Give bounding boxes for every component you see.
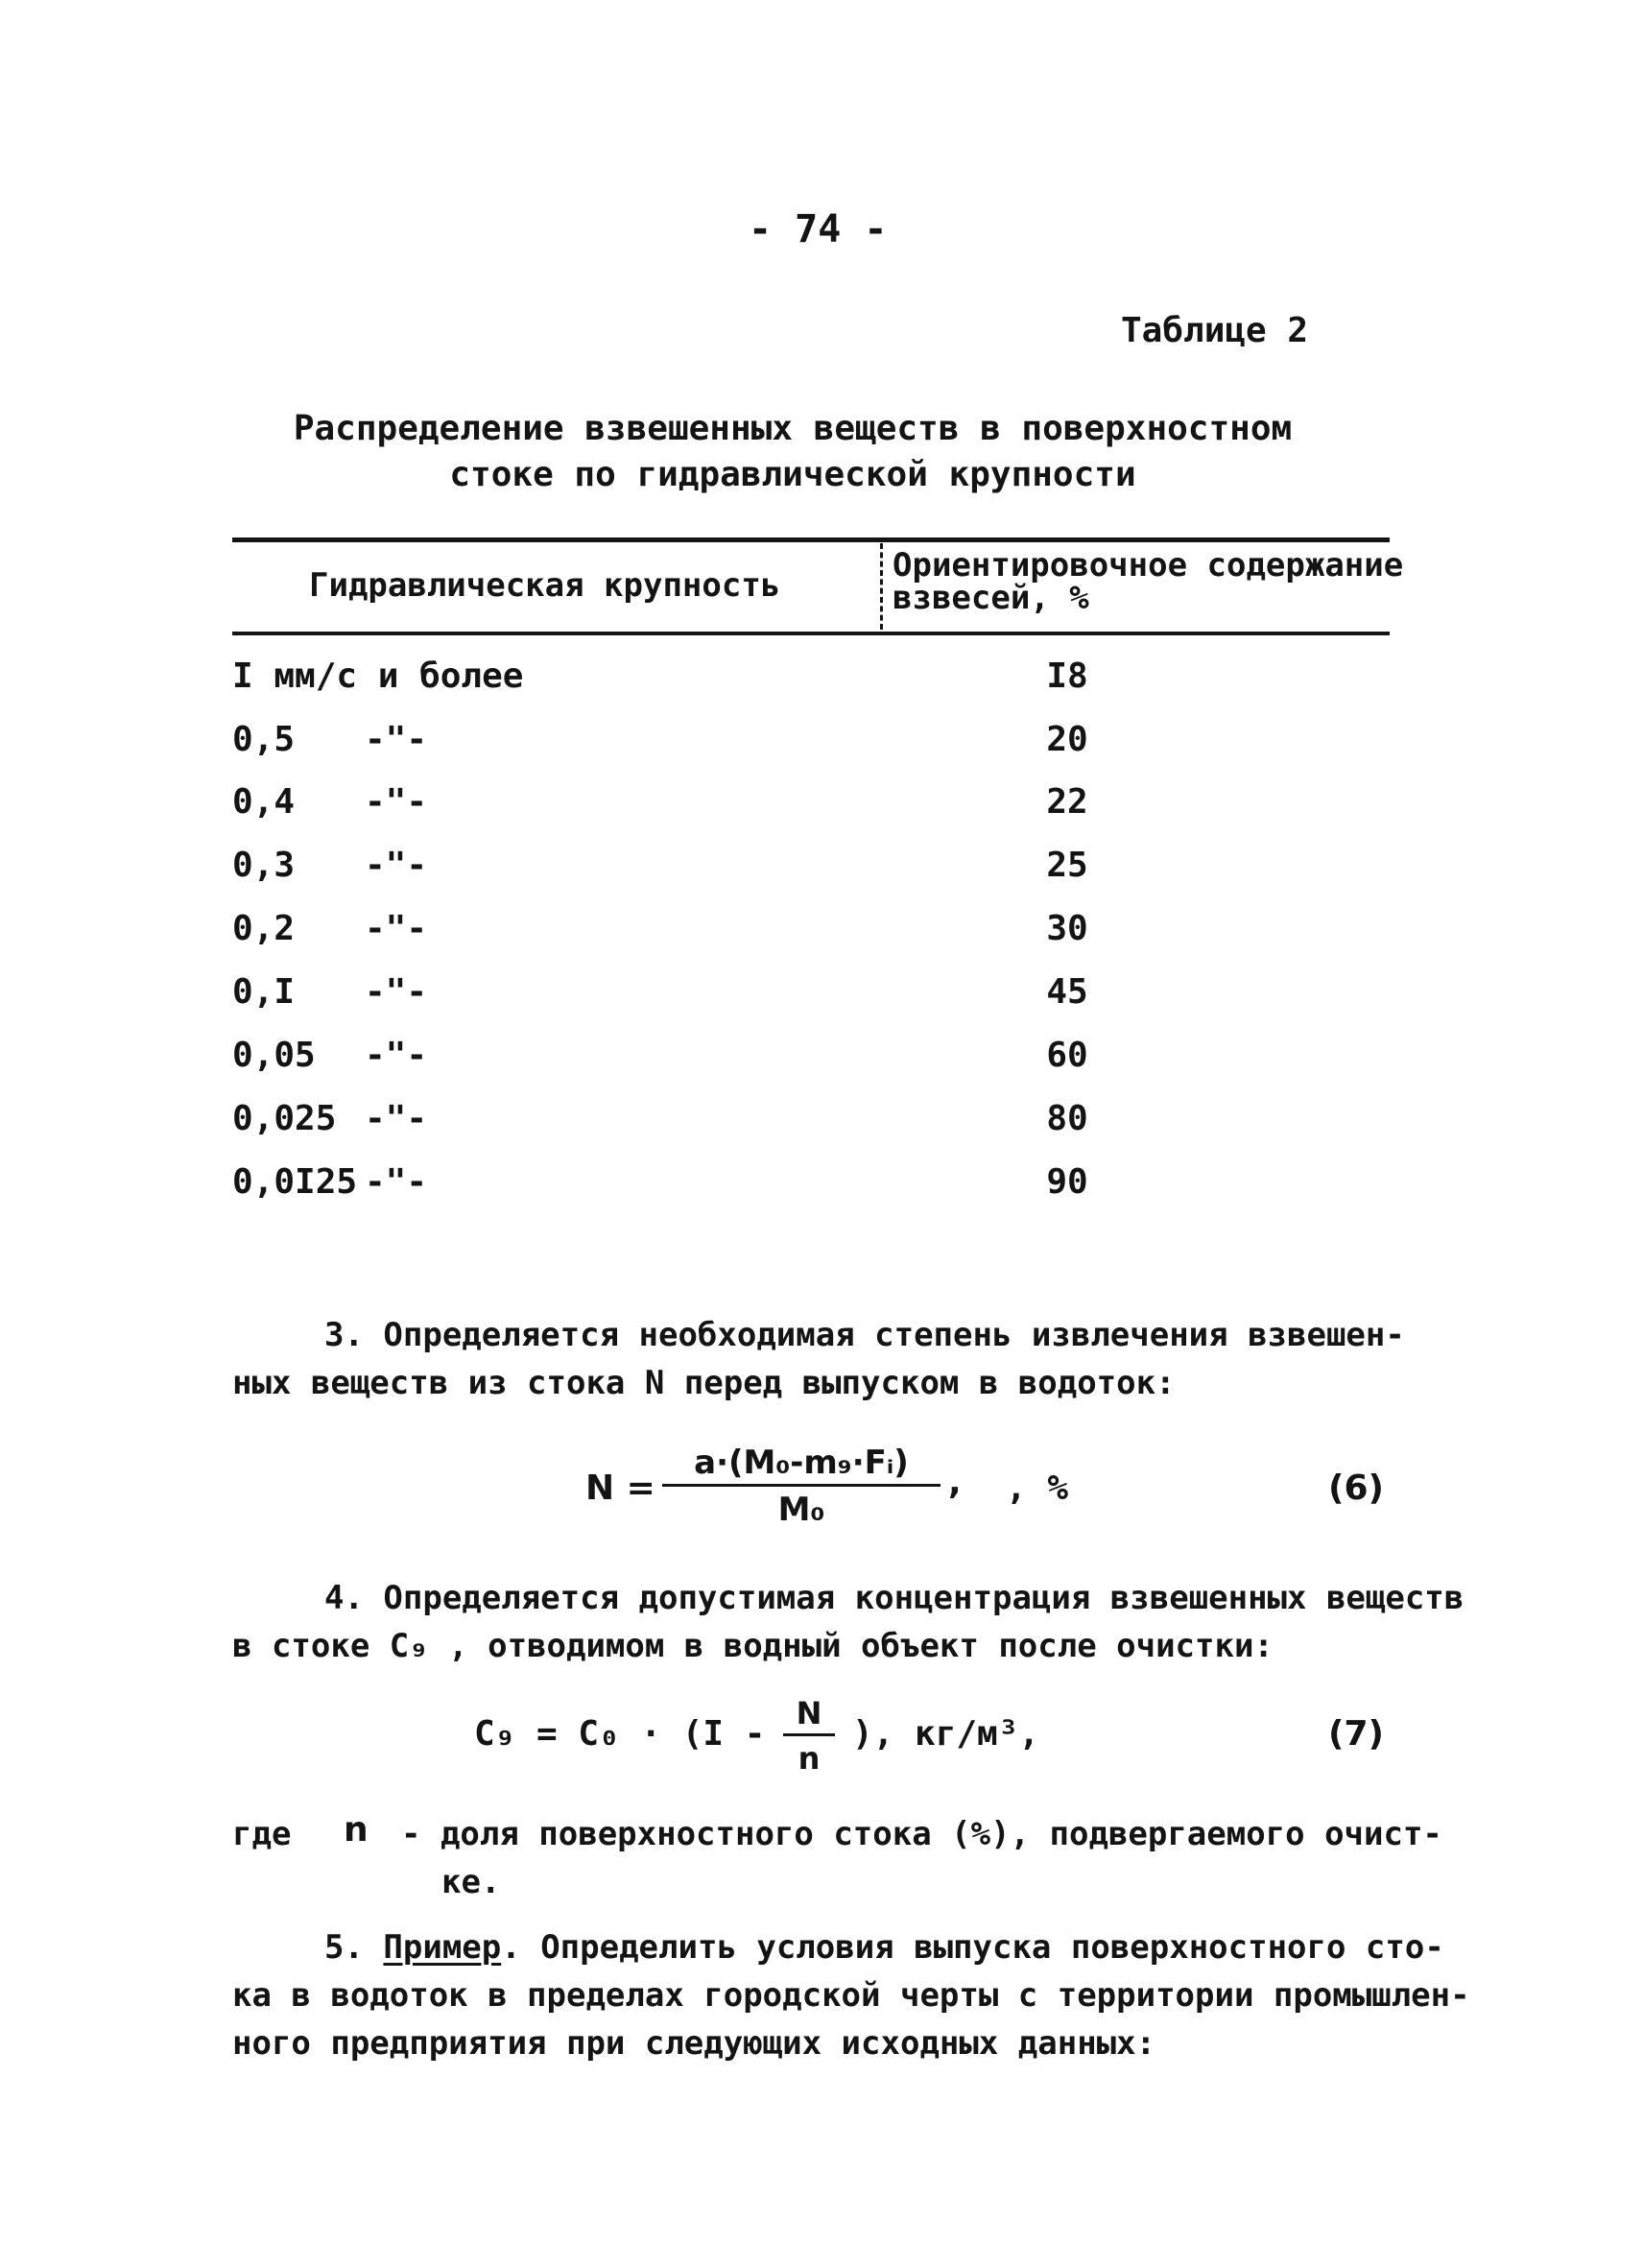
formula6-lhs: N = (585, 1468, 655, 1508)
row-value: 30 (1046, 909, 1088, 948)
row-value: I8 (1046, 657, 1088, 696)
para3-line-1: 3. Определяется необходимая степень извлечения взвешен- (324, 1316, 1405, 1354)
row-size: 0,I (232, 972, 296, 1012)
row-size: 0,05 (232, 1036, 316, 1075)
row-size: 0,4 (232, 782, 296, 822)
formula7-denominator: n (798, 1740, 821, 1777)
table-top-rule (232, 537, 1390, 542)
row-size: I мм/с и более (232, 657, 524, 696)
header-hydraulic-size: Гидравлическая крупность (309, 566, 781, 605)
para5-line-3: ного предприятия при следующих исходных данных: (232, 2024, 1156, 2063)
row-value: 22 (1046, 782, 1088, 822)
page-number: - 74 - (749, 207, 888, 251)
formula6-fraction (662, 1444, 941, 1529)
where-line-1: - доля поверхностного стока (%), подвергаемого очист- (401, 1815, 1442, 1853)
row-ditto-mark: -"- (365, 1099, 428, 1138)
row-ditto-mark: -"- (365, 1162, 428, 1202)
row-value: 45 (1046, 972, 1088, 1012)
row-ditto-mark: -"- (365, 720, 428, 759)
formula6-denominator: M₀ (777, 1491, 825, 1529)
table-title-line-1: Распределение взвешенных веществ в поверхностном (293, 409, 1293, 448)
table-label: Таблице 2 (1121, 311, 1309, 350)
row-size: 0,0I25 (232, 1162, 358, 1202)
table-header-rule (232, 632, 1390, 635)
row-ditto-mark: -"- (365, 972, 428, 1012)
row-size: 0,2 (232, 909, 296, 948)
formula6-numerator: a·(M₀-m₉·Fᵢ) (662, 1444, 941, 1487)
para4-line-1: 4. Определяется допустимая концентрация взвешенных веществ (324, 1579, 1464, 1617)
row-ditto-mark: -"- (365, 909, 428, 948)
table-title-line-2: стоке по гидравлической крупности (449, 455, 1136, 494)
row-value: 60 (1046, 1036, 1088, 1075)
formula6-comma: , (948, 1463, 962, 1502)
para5-line-1 (324, 1923, 1444, 1971)
row-value: 90 (1046, 1162, 1088, 1202)
row-ditto-mark: -"- (365, 846, 428, 885)
where-symbol: n (344, 1810, 369, 1850)
para5-example-label: Пример (383, 1928, 502, 1967)
para4-line-2: в стоке C₉ , отводимом в водный объект после очистки: (232, 1627, 1274, 1665)
formula6-number: (6) (1328, 1468, 1384, 1508)
formula7-numerator: N (783, 1695, 835, 1736)
formula6-unit: , % (1006, 1468, 1069, 1508)
row-ditto-mark: -"- (365, 782, 428, 822)
row-value: 20 (1046, 720, 1088, 759)
header-content-line-2: взвесей, % (893, 579, 1089, 617)
para5-line-1-rest: . Определить условия выпуска поверхностного сто- (501, 1928, 1444, 1967)
formula7-lhs: C₉ = C₀ · (I - (474, 1714, 766, 1754)
row-ditto-mark: -"- (365, 1036, 428, 1075)
where-word: где (232, 1815, 292, 1853)
row-size: 0,3 (232, 846, 296, 885)
table-column-separator (880, 543, 883, 630)
row-value: 80 (1046, 1099, 1088, 1138)
row-size: 0,025 (232, 1099, 337, 1138)
para5-prefix: 5. (324, 1928, 384, 1967)
where-line-2: ке. (441, 1863, 501, 1901)
header-content-line-1: Ориентировочное содержание (893, 546, 1404, 585)
formula7-rhs: ), кг/м³, (852, 1714, 1040, 1754)
formula7-number: (7) (1328, 1714, 1384, 1754)
formula7-fraction (783, 1695, 835, 1777)
para5-line-2: ка в водоток в пределах городской черты с территории промышлен- (232, 1976, 1470, 2015)
para3-line-2: ных веществ из стока N перед выпуском в водоток: (232, 1364, 1176, 1402)
row-size: 0,5 (232, 720, 296, 759)
row-value: 25 (1046, 846, 1088, 885)
